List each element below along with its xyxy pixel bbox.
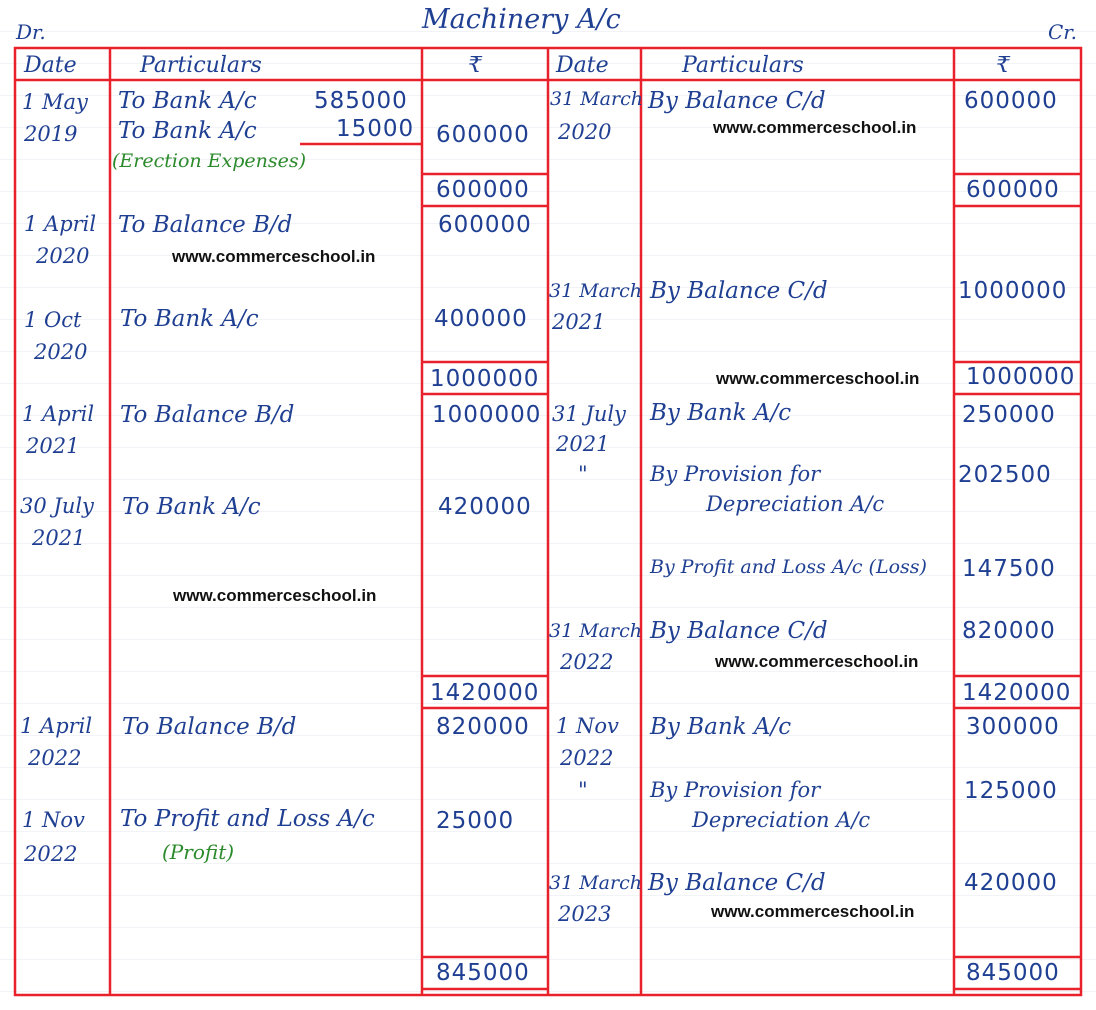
debit-particulars: To Balance B/d bbox=[118, 212, 293, 238]
debit-sub-amount: 15000 bbox=[336, 116, 415, 142]
debit-sub-amount: 585000 bbox=[314, 88, 408, 114]
credit-amount: 147500 bbox=[962, 556, 1056, 582]
credit-particulars: By Profit and Loss A/c (Loss) bbox=[650, 556, 927, 578]
credit-date: 31 March bbox=[549, 280, 642, 302]
debit-particulars: To Balance B/d bbox=[120, 402, 295, 428]
watermark: www.commerceschool.in bbox=[716, 369, 920, 388]
credit-date: 31 March bbox=[549, 620, 642, 642]
debit-date-year: 2021 bbox=[32, 526, 86, 550]
debit-note: (Profit) bbox=[162, 840, 235, 864]
credit-amount: 300000 bbox=[966, 714, 1060, 740]
debit-total: 1000000 bbox=[430, 366, 540, 392]
debit-date: 1 April bbox=[24, 212, 97, 236]
debit-particulars: To Bank A/c bbox=[120, 306, 259, 332]
credit-amount: 820000 bbox=[962, 618, 1056, 644]
debit-date-year: 2021 bbox=[26, 434, 80, 458]
credit-total: 600000 bbox=[966, 177, 1060, 203]
debit-date: 1 Oct bbox=[24, 308, 82, 332]
credit-ditto-mark: " bbox=[578, 462, 588, 486]
debit-date-year: 2020 bbox=[36, 244, 90, 268]
credit-particulars: By Provision for bbox=[650, 462, 821, 486]
credit-date-year: 2022 bbox=[560, 650, 614, 674]
debit-amount-header: ₹ bbox=[468, 53, 482, 78]
watermark: www.commerceschool.in bbox=[711, 902, 915, 921]
debit-date: 1 May bbox=[22, 90, 88, 114]
debit-date-year: 2019 bbox=[24, 122, 78, 146]
debit-amount: 420000 bbox=[438, 494, 532, 520]
credit-particulars-header: Particulars bbox=[682, 53, 804, 78]
credit-total: 1420000 bbox=[962, 680, 1072, 706]
credit-particulars: By Balance C/d bbox=[648, 870, 826, 896]
credit-particulars: By Balance C/d bbox=[650, 278, 828, 304]
credit-date-year: 2021 bbox=[556, 432, 610, 456]
debit-total: 600000 bbox=[436, 177, 530, 203]
debit-date: 1 April bbox=[20, 714, 93, 738]
watermark: www.commerceschool.in bbox=[172, 247, 376, 266]
debit-total: 1420000 bbox=[430, 680, 540, 706]
credit-total: 845000 bbox=[966, 960, 1060, 986]
credit-particulars: Depreciation A/c bbox=[692, 808, 871, 832]
debit-date-year: 2022 bbox=[28, 746, 82, 770]
debit-date-year: 2022 bbox=[24, 842, 78, 866]
debit-note: (Erection Expenses) bbox=[112, 150, 307, 172]
credit-amount: 1000000 bbox=[958, 278, 1068, 304]
debit-particulars: To Bank A/c bbox=[122, 494, 261, 520]
credit-date-year: 2021 bbox=[552, 310, 606, 334]
credit-particulars: By Balance C/d bbox=[648, 88, 826, 114]
debit-particulars: To Bank A/c bbox=[118, 118, 257, 144]
watermark: www.commerceschool.in bbox=[173, 586, 377, 605]
debit-amount: 600000 bbox=[436, 122, 530, 148]
debit-total: 845000 bbox=[436, 960, 530, 986]
credit-date: 31 July bbox=[552, 402, 626, 426]
credit-ditto-mark: " bbox=[578, 778, 588, 802]
page-title: Machinery A/c bbox=[422, 4, 621, 35]
credit-particulars: Depreciation A/c bbox=[706, 492, 885, 516]
credit-date: 31 March bbox=[550, 88, 643, 110]
credit-amount-header: ₹ bbox=[996, 53, 1010, 78]
dr-label: Dr. bbox=[16, 20, 46, 44]
credit-particulars: By Bank A/c bbox=[650, 714, 792, 740]
debit-amount: 820000 bbox=[436, 714, 530, 740]
credit-date-year: 2022 bbox=[560, 746, 614, 770]
credit-date-year: 2023 bbox=[558, 902, 612, 926]
debit-date-year: 2020 bbox=[34, 340, 88, 364]
debit-date: 1 Nov bbox=[22, 808, 85, 832]
credit-particulars: By Balance C/d bbox=[650, 618, 828, 644]
credit-date: 1 Nov bbox=[556, 714, 619, 738]
credit-amount: 420000 bbox=[964, 870, 1058, 896]
credit-amount: 202500 bbox=[958, 462, 1052, 488]
debit-particulars: To Balance B/d bbox=[122, 714, 297, 740]
debit-particulars: To Bank A/c bbox=[118, 88, 257, 114]
credit-amount: 125000 bbox=[964, 778, 1058, 804]
credit-amount: 600000 bbox=[964, 88, 1058, 114]
debit-amount: 400000 bbox=[434, 306, 528, 332]
credit-amount: 250000 bbox=[962, 402, 1056, 428]
debit-date: 1 April bbox=[22, 402, 95, 426]
debit-date-header: Date bbox=[24, 53, 77, 78]
credit-particulars: By Bank A/c bbox=[650, 400, 792, 426]
debit-amount: 1000000 bbox=[432, 402, 542, 428]
credit-total: 1000000 bbox=[966, 364, 1076, 390]
debit-particulars: To Profit and Loss A/c bbox=[120, 806, 375, 832]
debit-amount: 600000 bbox=[438, 212, 532, 238]
debit-particulars-header: Particulars bbox=[140, 53, 262, 78]
cr-label: Cr. bbox=[1048, 20, 1078, 44]
debit-date: 30 July bbox=[20, 494, 94, 518]
watermark: www.commerceschool.in bbox=[715, 652, 919, 671]
debit-amount: 25000 bbox=[436, 808, 515, 834]
credit-date-year: 2020 bbox=[558, 120, 612, 144]
credit-date: 31 March bbox=[549, 872, 642, 894]
credit-date-header: Date bbox=[556, 53, 609, 78]
credit-particulars: By Provision for bbox=[650, 778, 821, 802]
watermark: www.commerceschool.in bbox=[713, 118, 917, 137]
